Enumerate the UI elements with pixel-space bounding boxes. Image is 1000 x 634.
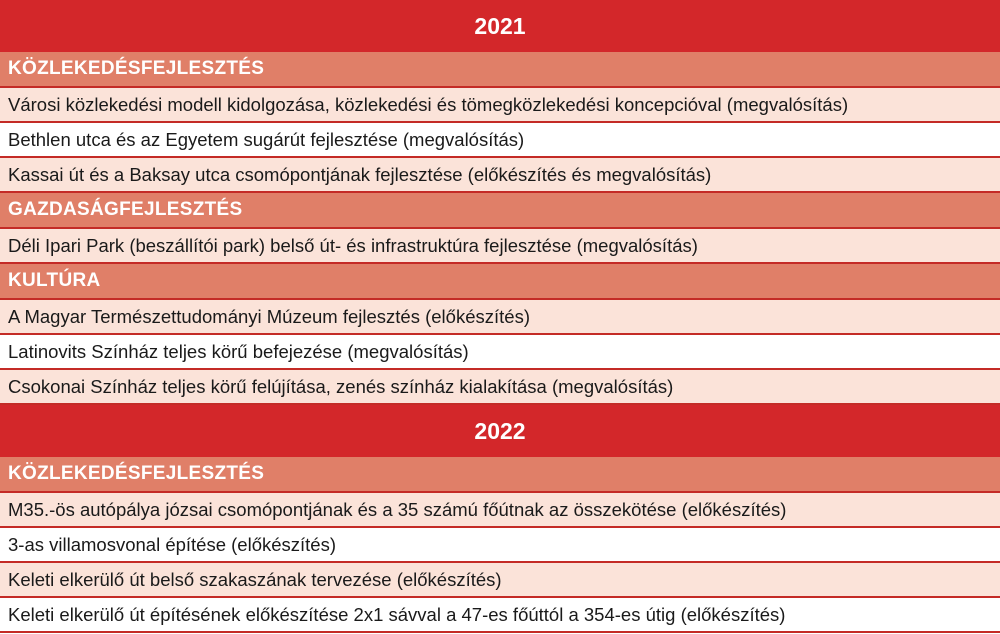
table-row: Keleti elkerülő út belső szakaszának tervezése (előkészítés) <box>0 563 1000 598</box>
table-row: Bethlen utca és az Egyetem sugárút fejlesztése (megvalósítás) <box>0 123 1000 158</box>
category-header: KÖZLEKEDÉSFEJLESZTÉS <box>0 52 1000 88</box>
table-row: Csokonai Színház teljes körű felújítása, zenés színház kialakítása (megvalósítás) <box>0 370 1000 405</box>
table-row: A Magyar Természettudományi Múzeum fejlesztés (előkészítés) <box>0 300 1000 335</box>
table-row: Latinovits Színház teljes körű befejezése (megvalósítás) <box>0 335 1000 370</box>
table-row: 3-as villamosvonal építése (előkészítés) <box>0 528 1000 563</box>
table-row: Városi közlekedési modell kidolgozása, közlekedési és tömegközlekedési koncepcióval (megvalósítás) <box>0 88 1000 123</box>
category-header: KÖZLEKEDÉSFEJLESZTÉS <box>0 457 1000 493</box>
table-row: M35.-ös autópálya józsai csomópontjának és a 35 számú főútnak az összekötése (előkészítés) <box>0 493 1000 528</box>
table-row: Keleti elkerülő út építésének előkészítése 2x1 sávval a 47-es főúttól a 354-es útig (előkészítés) <box>0 598 1000 633</box>
year-header-2021: 2021 <box>0 0 1000 52</box>
category-header: GAZDASÁGFEJLESZTÉS <box>0 193 1000 229</box>
table-row: Déli Ipari Park (beszállítói park) belső út- és infrastruktúra fejlesztése (megvalósítás) <box>0 229 1000 264</box>
year-header-2022: 2022 <box>0 405 1000 457</box>
table-row: Kassai út és a Baksay utca csomópontjának fejlesztése (előkészítés és megvalósítás) <box>0 158 1000 193</box>
category-header: KULTÚRA <box>0 264 1000 300</box>
